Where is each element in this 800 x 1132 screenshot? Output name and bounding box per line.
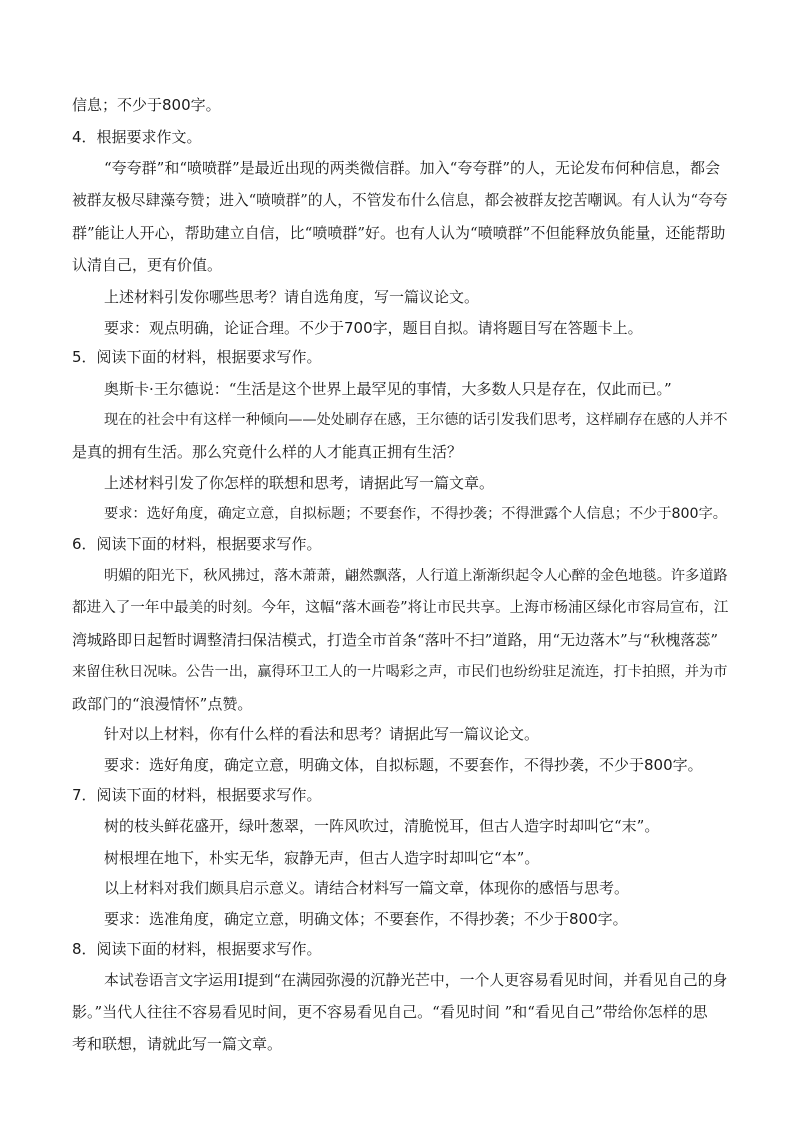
prompt-text: 以上材料对我们颇具启示意义。请结合材料写一篇文章，体现你的感悟与思考。 <box>104 879 630 897</box>
material-text-line: 影。”当代人往往不容易看见时间，更不容易看见自己。“看见时间 ”和“看见自己”带给你怎样的思 <box>72 1003 708 1021</box>
material-text-line: 现在的社会中有这样一种倾向——处处刷存在感，王尔德的话引发我们思考，这样刷存在感的人并不 <box>104 412 728 428</box>
requirement-text: 要求：选好角度，确定立意，自拟标题；不要套作，不得抄袭；不得泄露个人信息；不少于800字。 <box>104 506 727 522</box>
material-text-line: 群”能让人开心，帮助建立自信，比“喷喷群”好。也有人认为“喷喷群”不但能释放负能量，还能帮助 <box>72 224 726 242</box>
prompt-text: 上述材料引发你哪些思考？请自选角度，写一篇议论文。 <box>104 288 480 306</box>
material-text-line: 本试卷语言文字运用Ⅰ提到“在满园弥漫的沉静光芒中，一个人更容易看见时间，并看见自己的身 <box>104 971 728 989</box>
material-text-line: 奥斯卡·王尔德说：“生活是这个世界上最罕见的事情，大多数人只是存在，仅此而已。” <box>104 380 672 398</box>
requirement-text: 要求：选好角度，确定立意，明确文体，自拟标题，不要套作，不得抄袭，不少于800字。 <box>104 756 703 774</box>
question-heading: 8．阅读下面的材料，根据要求写作。 <box>72 940 322 958</box>
question-heading: 4．根据要求作文。 <box>72 128 202 146</box>
material-text-line: 树根埋在地下，朴实无华，寂静无声，但古人造字时却叫它“本”。 <box>104 849 540 867</box>
material-text-line: 考和联想，请就此写一篇文章。 <box>72 1035 283 1053</box>
material-text-line: 树的枝头鲜花盛开，绿叶葱翠，一阵风吹过，清脆悦耳，但古人造字时却叫它“末”。 <box>104 817 660 835</box>
question-heading: 5．阅读下面的材料，根据要求写作。 <box>72 348 322 366</box>
prompt-text: 上述材料引发了你怎样的联想和思考，请据此写一篇文章。 <box>104 474 495 492</box>
material-text-line: 来留住秋日况味。公告一出，赢得环卫工人的一片喝彩之声，市民们也纷纷驻足流连，打卡拍照，并为市 <box>72 664 728 680</box>
material-text-line: 政部门的“浪漫情怀”点赞。 <box>72 695 253 713</box>
material-text-line: 都进入了一年中最美的时刻。今年，这幅“落木画卷”将让市民共享。上海市杨浦区绿化市容局宣布，江 <box>72 599 729 616</box>
prompt-text: 针对以上材料，你有什么样的看法和思考？请据此写一篇议论文。 <box>104 725 540 743</box>
question-heading: 6．阅读下面的材料，根据要求写作。 <box>72 535 322 553</box>
material-text-line: 被群友极尽肆藻夸赞；进入“喷喷群”的人，不管发布什么信息，都会被群友挖苦嘲讽。有人认为“夸夸 <box>72 192 728 209</box>
material-text-line: 是真的拥有生活。那么究竟什么样的人才能真正拥有生活？ <box>72 443 463 461</box>
material-text-line: 明媚的阳光下，秋风拂过，落木萧萧，翩然飘落，人行道上渐渐织起令人心醉的金色地毯。许多道路 <box>104 568 728 584</box>
requirement-text: 要求：观点明确，论证合理。不少于700字，题目自拟。请将题目写在答题卡上。 <box>104 319 643 337</box>
requirement-text: 要求：选准角度，确定立意，明确文体；不要套作，不得抄袭；不少于800字。 <box>104 910 628 928</box>
material-text-line: “夸夸群”和“喷喷群”是最近出现的两类微信群。加入“夸夸群”的人，无论发布何种信息，都会 <box>104 159 721 177</box>
material-text-line: 认清自己，更有价值。 <box>72 256 223 274</box>
question-heading: 7．阅读下面的材料，根据要求写作。 <box>72 786 322 804</box>
material-text-line: 湾城路即日起暂时调整清扫保洁模式，打造全市首条“落叶不扫”道路，用“无边落木”与“秋槐落蕊” <box>72 631 719 649</box>
text-line: 信息；不少于800字。 <box>72 96 221 114</box>
